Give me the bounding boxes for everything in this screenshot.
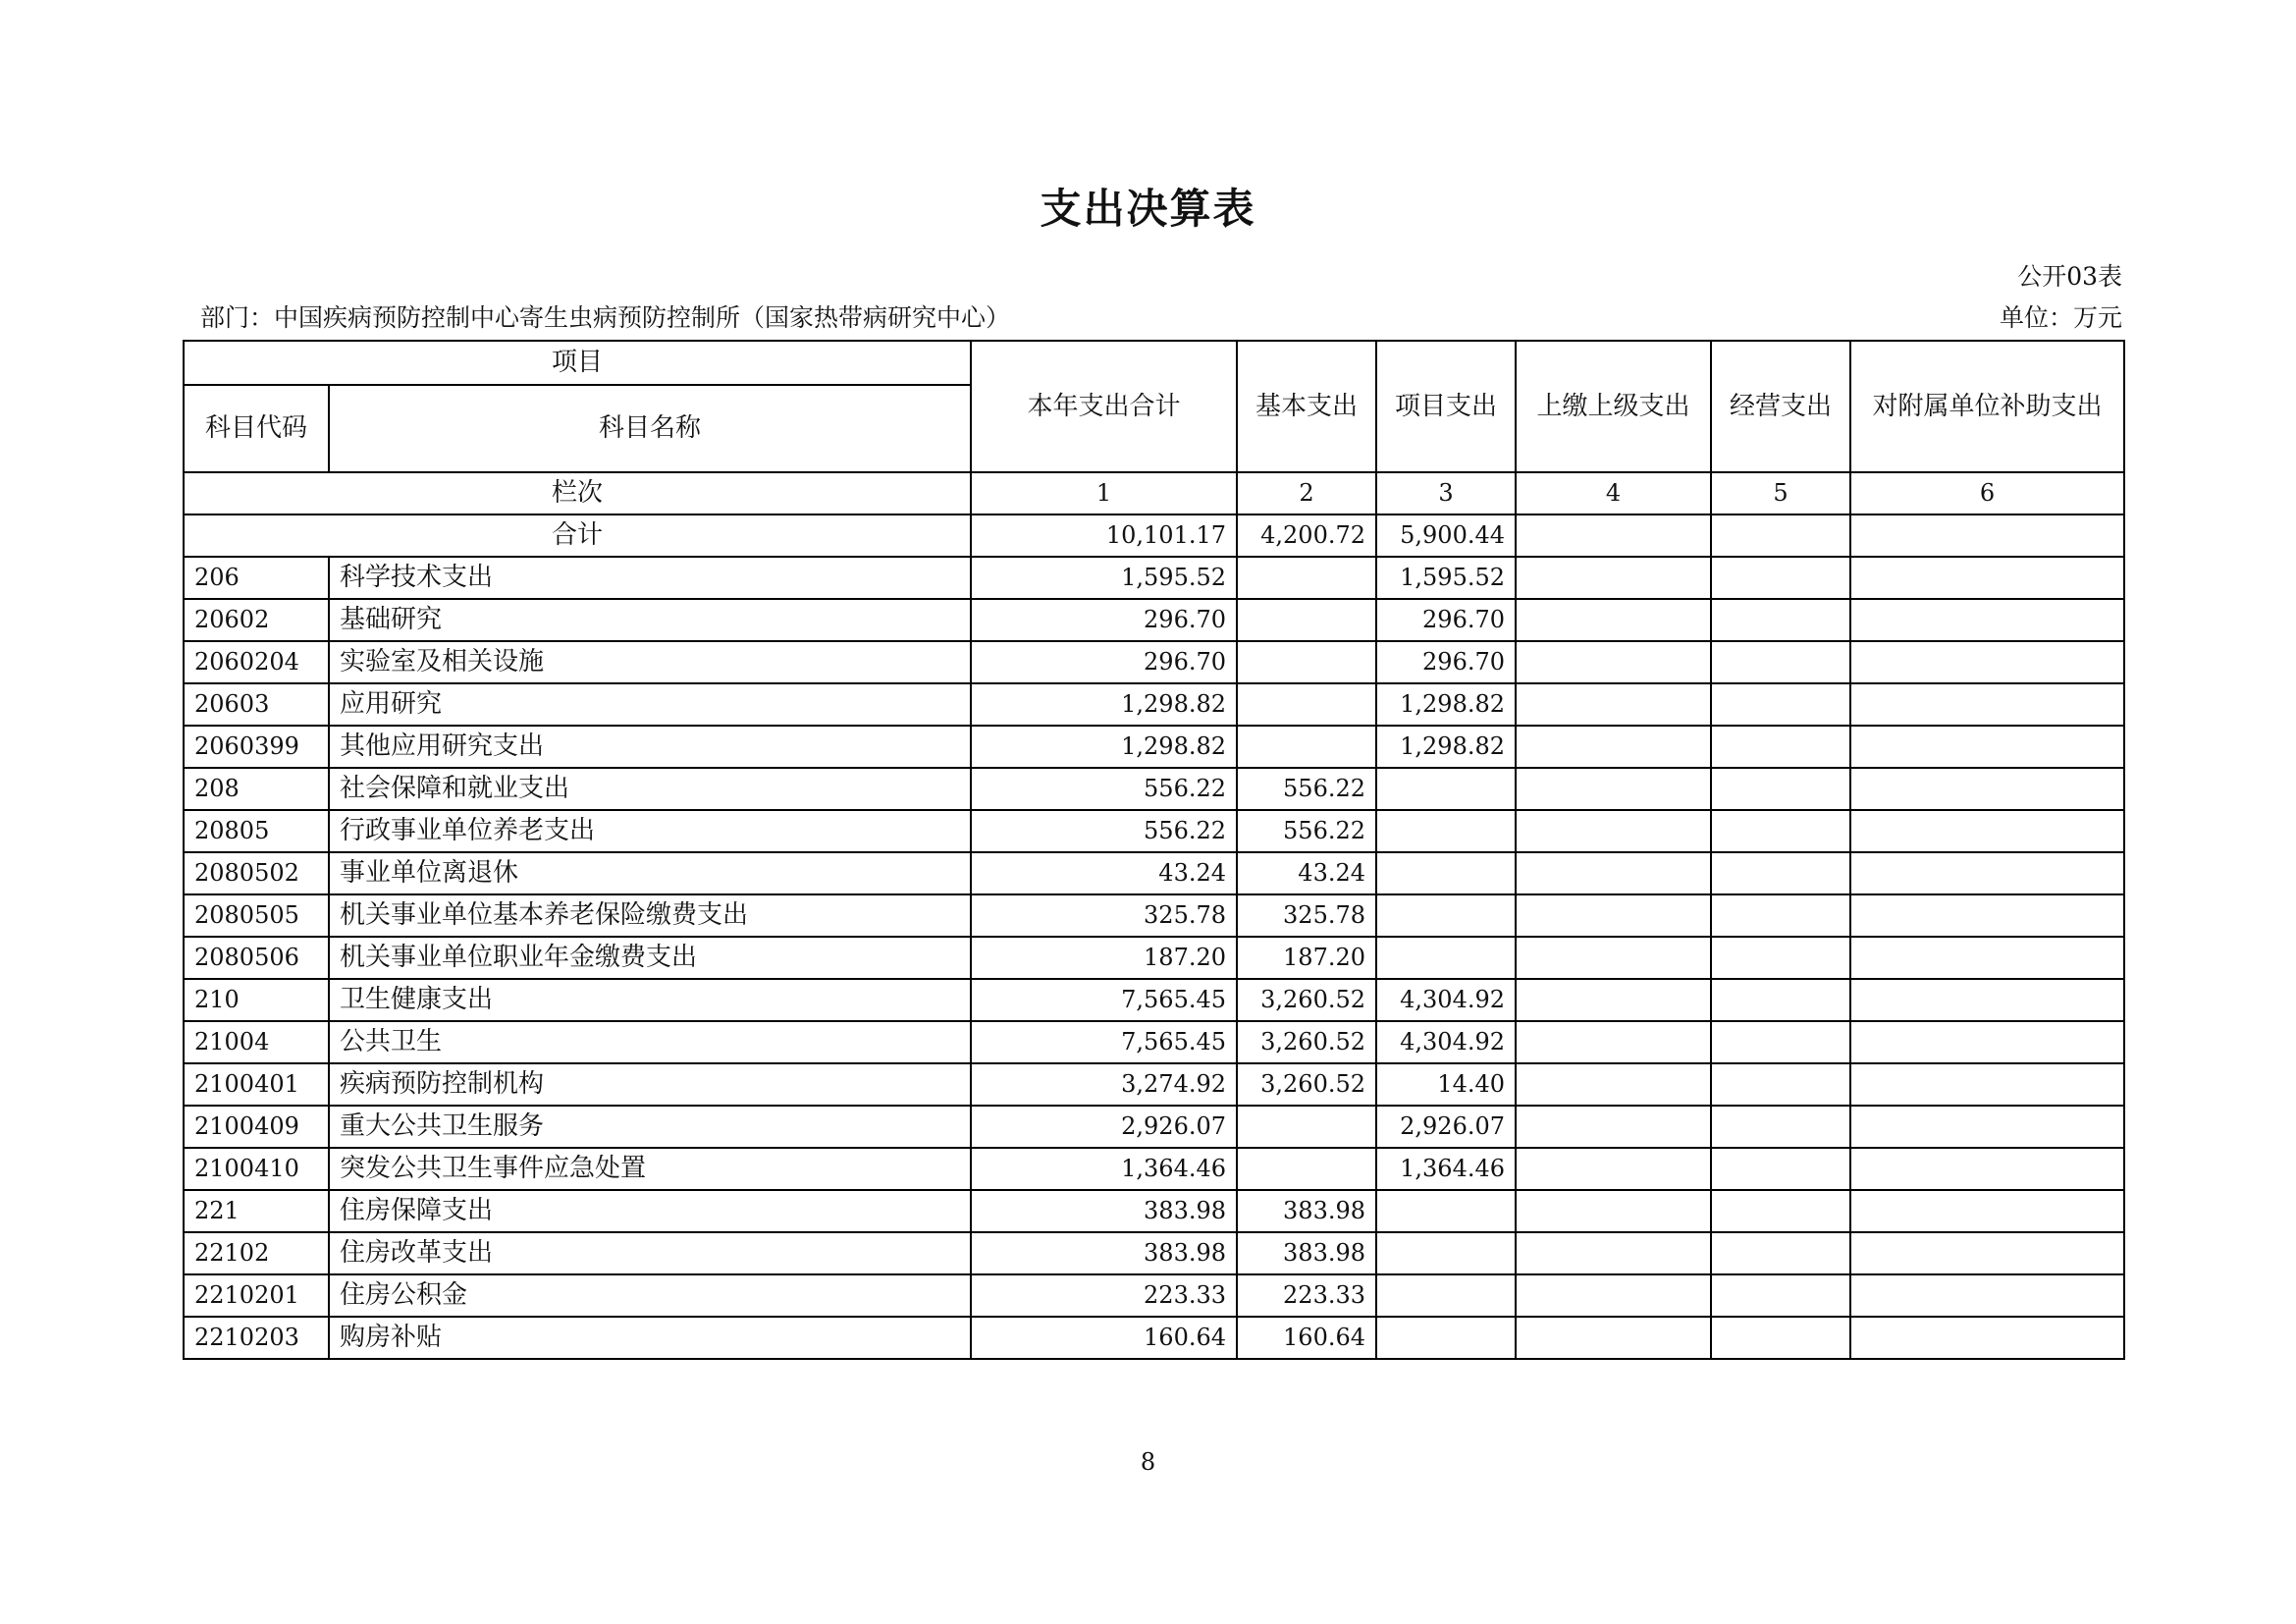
subsidy-cell (1850, 1148, 2124, 1190)
subject-name: 基础研究 (329, 599, 971, 641)
business-cell (1711, 1317, 1850, 1359)
unit-label: 单位：万元 (1999, 303, 2122, 332)
column-number: 5 (1711, 472, 1850, 514)
basic-cell: 3,260.52 (1237, 1063, 1376, 1106)
subject-name: 疾病预防控制机构 (329, 1063, 971, 1106)
business-cell (1711, 937, 1850, 979)
project-cell: 296.70 (1376, 641, 1516, 683)
subsidy-cell (1850, 1274, 2124, 1317)
subject-name: 事业单位离退休 (329, 852, 971, 894)
business-cell (1711, 1063, 1850, 1106)
total-cell: 325.78 (971, 894, 1237, 937)
subsidy-cell (1850, 894, 2124, 937)
subject-name: 卫生健康支出 (329, 979, 971, 1021)
header-subsidy: 对附属单位补助支出 (1850, 341, 2124, 472)
subsidy-cell (1850, 726, 2124, 768)
header-item: 项目 (184, 341, 971, 385)
table-row (184, 852, 2124, 894)
business-cell (1711, 1274, 1850, 1317)
subsidy-cell (1850, 810, 2124, 852)
subject-code: 21004 (184, 1021, 329, 1063)
table-row (184, 1190, 2124, 1232)
table-row (184, 1021, 2124, 1063)
table-row (184, 1232, 2124, 1274)
subsidy-cell (1850, 599, 2124, 641)
upper-cell (1516, 768, 1711, 810)
business-cell (1711, 557, 1850, 599)
subject-code: 2080502 (184, 852, 329, 894)
business-cell (1711, 1148, 1850, 1190)
total-cell: 383.98 (971, 1190, 1237, 1232)
subject-name: 住房公积金 (329, 1274, 971, 1317)
subject-code: 2210201 (184, 1274, 329, 1317)
upper-cell (1516, 1106, 1711, 1148)
sum-row (184, 514, 2124, 557)
sum-business (1711, 514, 1850, 557)
subject-code: 20602 (184, 599, 329, 641)
basic-cell (1237, 1148, 1376, 1190)
project-cell (1376, 1274, 1516, 1317)
subject-name: 住房保障支出 (329, 1190, 971, 1232)
project-cell: 1,298.82 (1376, 726, 1516, 768)
project-cell (1376, 768, 1516, 810)
business-cell (1711, 641, 1850, 683)
subject-name: 购房补贴 (329, 1317, 971, 1359)
business-cell (1711, 852, 1850, 894)
business-cell (1711, 683, 1850, 726)
subject-code: 2100409 (184, 1106, 329, 1148)
basic-cell: 160.64 (1237, 1317, 1376, 1359)
subsidy-cell (1850, 1021, 2124, 1063)
upper-cell (1516, 1148, 1711, 1190)
basic-cell: 3,260.52 (1237, 979, 1376, 1021)
subject-code: 2100401 (184, 1063, 329, 1106)
subsidy-cell (1850, 852, 2124, 894)
upper-cell (1516, 1232, 1711, 1274)
subsidy-cell (1850, 1317, 2124, 1359)
basic-cell (1237, 1106, 1376, 1148)
subsidy-cell (1850, 1063, 2124, 1106)
total-cell: 296.70 (971, 599, 1237, 641)
basic-cell: 383.98 (1237, 1232, 1376, 1274)
table-row (184, 1317, 2124, 1359)
project-cell (1376, 810, 1516, 852)
upper-cell (1516, 683, 1711, 726)
basic-cell: 187.20 (1237, 937, 1376, 979)
business-cell (1711, 1106, 1850, 1148)
upper-cell (1516, 852, 1711, 894)
table-row (184, 726, 2124, 768)
subject-code: 221 (184, 1190, 329, 1232)
business-cell (1711, 1021, 1850, 1063)
subsidy-cell (1850, 1190, 2124, 1232)
table-row (184, 810, 2124, 852)
subject-name: 住房改革支出 (329, 1232, 971, 1274)
subject-name: 公共卫生 (329, 1021, 971, 1063)
project-cell: 296.70 (1376, 599, 1516, 641)
total-cell: 43.24 (971, 852, 1237, 894)
total-cell: 1,595.52 (971, 557, 1237, 599)
basic-cell: 223.33 (1237, 1274, 1376, 1317)
basic-cell (1237, 683, 1376, 726)
total-cell: 296.70 (971, 641, 1237, 683)
total-cell: 556.22 (971, 768, 1237, 810)
upper-cell (1516, 894, 1711, 937)
table-row (184, 557, 2124, 599)
sum-total: 10,101.17 (971, 514, 1237, 557)
total-cell: 7,565.45 (971, 1021, 1237, 1063)
total-cell: 556.22 (971, 810, 1237, 852)
subject-name: 其他应用研究支出 (329, 726, 971, 768)
column-number: 1 (971, 472, 1237, 514)
business-cell (1711, 810, 1850, 852)
header-name: 科目名称 (329, 385, 971, 472)
subsidy-cell (1850, 979, 2124, 1021)
business-cell (1711, 768, 1850, 810)
header-project: 项目支出 (1376, 341, 1516, 472)
table-row (184, 641, 2124, 683)
subject-code: 2060204 (184, 641, 329, 683)
subsidy-cell (1850, 1106, 2124, 1148)
project-cell: 1,595.52 (1376, 557, 1516, 599)
header-total: 本年支出合计 (971, 341, 1237, 472)
column-number-label: 栏次 (184, 472, 971, 514)
upper-cell (1516, 1063, 1711, 1106)
upper-cell (1516, 1021, 1711, 1063)
basic-cell (1237, 726, 1376, 768)
business-cell (1711, 1232, 1850, 1274)
column-number: 3 (1376, 472, 1516, 514)
page-number: 8 (1140, 1448, 1156, 1476)
upper-cell (1516, 1190, 1711, 1232)
basic-cell: 556.22 (1237, 810, 1376, 852)
table-row (184, 599, 2124, 641)
subject-code: 2060399 (184, 726, 329, 768)
basic-cell: 383.98 (1237, 1190, 1376, 1232)
upper-cell (1516, 557, 1711, 599)
subject-name: 科学技术支出 (329, 557, 971, 599)
total-cell: 187.20 (971, 937, 1237, 979)
business-cell (1711, 894, 1850, 937)
upper-cell (1516, 979, 1711, 1021)
project-cell (1376, 852, 1516, 894)
subject-code: 20805 (184, 810, 329, 852)
subject-code: 210 (184, 979, 329, 1021)
upper-cell (1516, 641, 1711, 683)
upper-cell (1516, 726, 1711, 768)
upper-cell (1516, 937, 1711, 979)
subsidy-cell (1850, 641, 2124, 683)
column-number: 6 (1850, 472, 2124, 514)
total-cell: 3,274.92 (971, 1063, 1237, 1106)
upper-cell (1516, 1317, 1711, 1359)
subject-code: 208 (184, 768, 329, 810)
total-cell: 223.33 (971, 1274, 1237, 1317)
business-cell (1711, 599, 1850, 641)
upper-cell (1516, 1274, 1711, 1317)
subsidy-cell (1850, 683, 2124, 726)
project-cell (1376, 894, 1516, 937)
sum-upper (1516, 514, 1711, 557)
project-cell (1376, 1317, 1516, 1359)
sum-label: 合计 (184, 514, 971, 557)
department-label: 部门：中国疾病预防控制中心寄生虫病预防控制所（国家热带病研究中心） (200, 303, 1011, 332)
subject-code: 22102 (184, 1232, 329, 1274)
subsidy-cell (1850, 1232, 2124, 1274)
project-cell: 4,304.92 (1376, 979, 1516, 1021)
total-cell: 2,926.07 (971, 1106, 1237, 1148)
table-row (184, 1106, 2124, 1148)
project-cell (1376, 937, 1516, 979)
subject-name: 应用研究 (329, 683, 971, 726)
subject-code: 2080506 (184, 937, 329, 979)
total-cell: 1,364.46 (971, 1148, 1237, 1190)
table-row (184, 979, 2124, 1021)
header-business: 经营支出 (1711, 341, 1850, 472)
subject-name: 机关事业单位基本养老保险缴费支出 (329, 894, 971, 937)
total-cell: 1,298.82 (971, 726, 1237, 768)
table-row (184, 1148, 2124, 1190)
business-cell (1711, 1190, 1850, 1232)
total-cell: 7,565.45 (971, 979, 1237, 1021)
business-cell (1711, 979, 1850, 1021)
column-number: 4 (1516, 472, 1711, 514)
subject-code: 20603 (184, 683, 329, 726)
expenditure-table (183, 340, 2125, 1360)
project-cell (1376, 1232, 1516, 1274)
subsidy-cell (1850, 937, 2124, 979)
total-cell: 160.64 (971, 1317, 1237, 1359)
upper-cell (1516, 599, 1711, 641)
form-code: 公开03表 (2017, 262, 2122, 291)
project-cell: 14.40 (1376, 1063, 1516, 1106)
basic-cell: 3,260.52 (1237, 1021, 1376, 1063)
page-title: 支出决算表 (1040, 185, 1256, 233)
subject-name: 机关事业单位职业年金缴费支出 (329, 937, 971, 979)
table-row (184, 683, 2124, 726)
project-cell: 1,298.82 (1376, 683, 1516, 726)
subject-code: 206 (184, 557, 329, 599)
table-row (184, 894, 2124, 937)
subject-name: 行政事业单位养老支出 (329, 810, 971, 852)
table-row (184, 1063, 2124, 1106)
project-cell: 1,364.46 (1376, 1148, 1516, 1190)
table-row (184, 1274, 2124, 1317)
column-number: 2 (1237, 472, 1376, 514)
total-cell: 1,298.82 (971, 683, 1237, 726)
subject-code: 2100410 (184, 1148, 329, 1190)
header-upper: 上缴上级支出 (1516, 341, 1711, 472)
subject-code: 2080505 (184, 894, 329, 937)
total-cell: 383.98 (971, 1232, 1237, 1274)
table-row (184, 937, 2124, 979)
basic-cell: 556.22 (1237, 768, 1376, 810)
subject-name: 实验室及相关设施 (329, 641, 971, 683)
basic-cell: 325.78 (1237, 894, 1376, 937)
subsidy-cell (1850, 768, 2124, 810)
subject-name: 社会保障和就业支出 (329, 768, 971, 810)
basic-cell (1237, 557, 1376, 599)
basic-cell (1237, 599, 1376, 641)
header-basic: 基本支出 (1237, 341, 1376, 472)
subsidy-cell (1850, 557, 2124, 599)
project-cell: 2,926.07 (1376, 1106, 1516, 1148)
project-cell (1376, 1190, 1516, 1232)
table-row (184, 768, 2124, 810)
subject-name: 突发公共卫生事件应急处置 (329, 1148, 971, 1190)
subject-name: 重大公共卫生服务 (329, 1106, 971, 1148)
upper-cell (1516, 810, 1711, 852)
project-cell: 4,304.92 (1376, 1021, 1516, 1063)
header-code: 科目代码 (184, 385, 329, 472)
sum-subsidy (1850, 514, 2124, 557)
subject-code: 2210203 (184, 1317, 329, 1359)
sum-project: 5,900.44 (1376, 514, 1516, 557)
basic-cell (1237, 641, 1376, 683)
sum-basic: 4,200.72 (1237, 514, 1376, 557)
business-cell (1711, 726, 1850, 768)
basic-cell: 43.24 (1237, 852, 1376, 894)
